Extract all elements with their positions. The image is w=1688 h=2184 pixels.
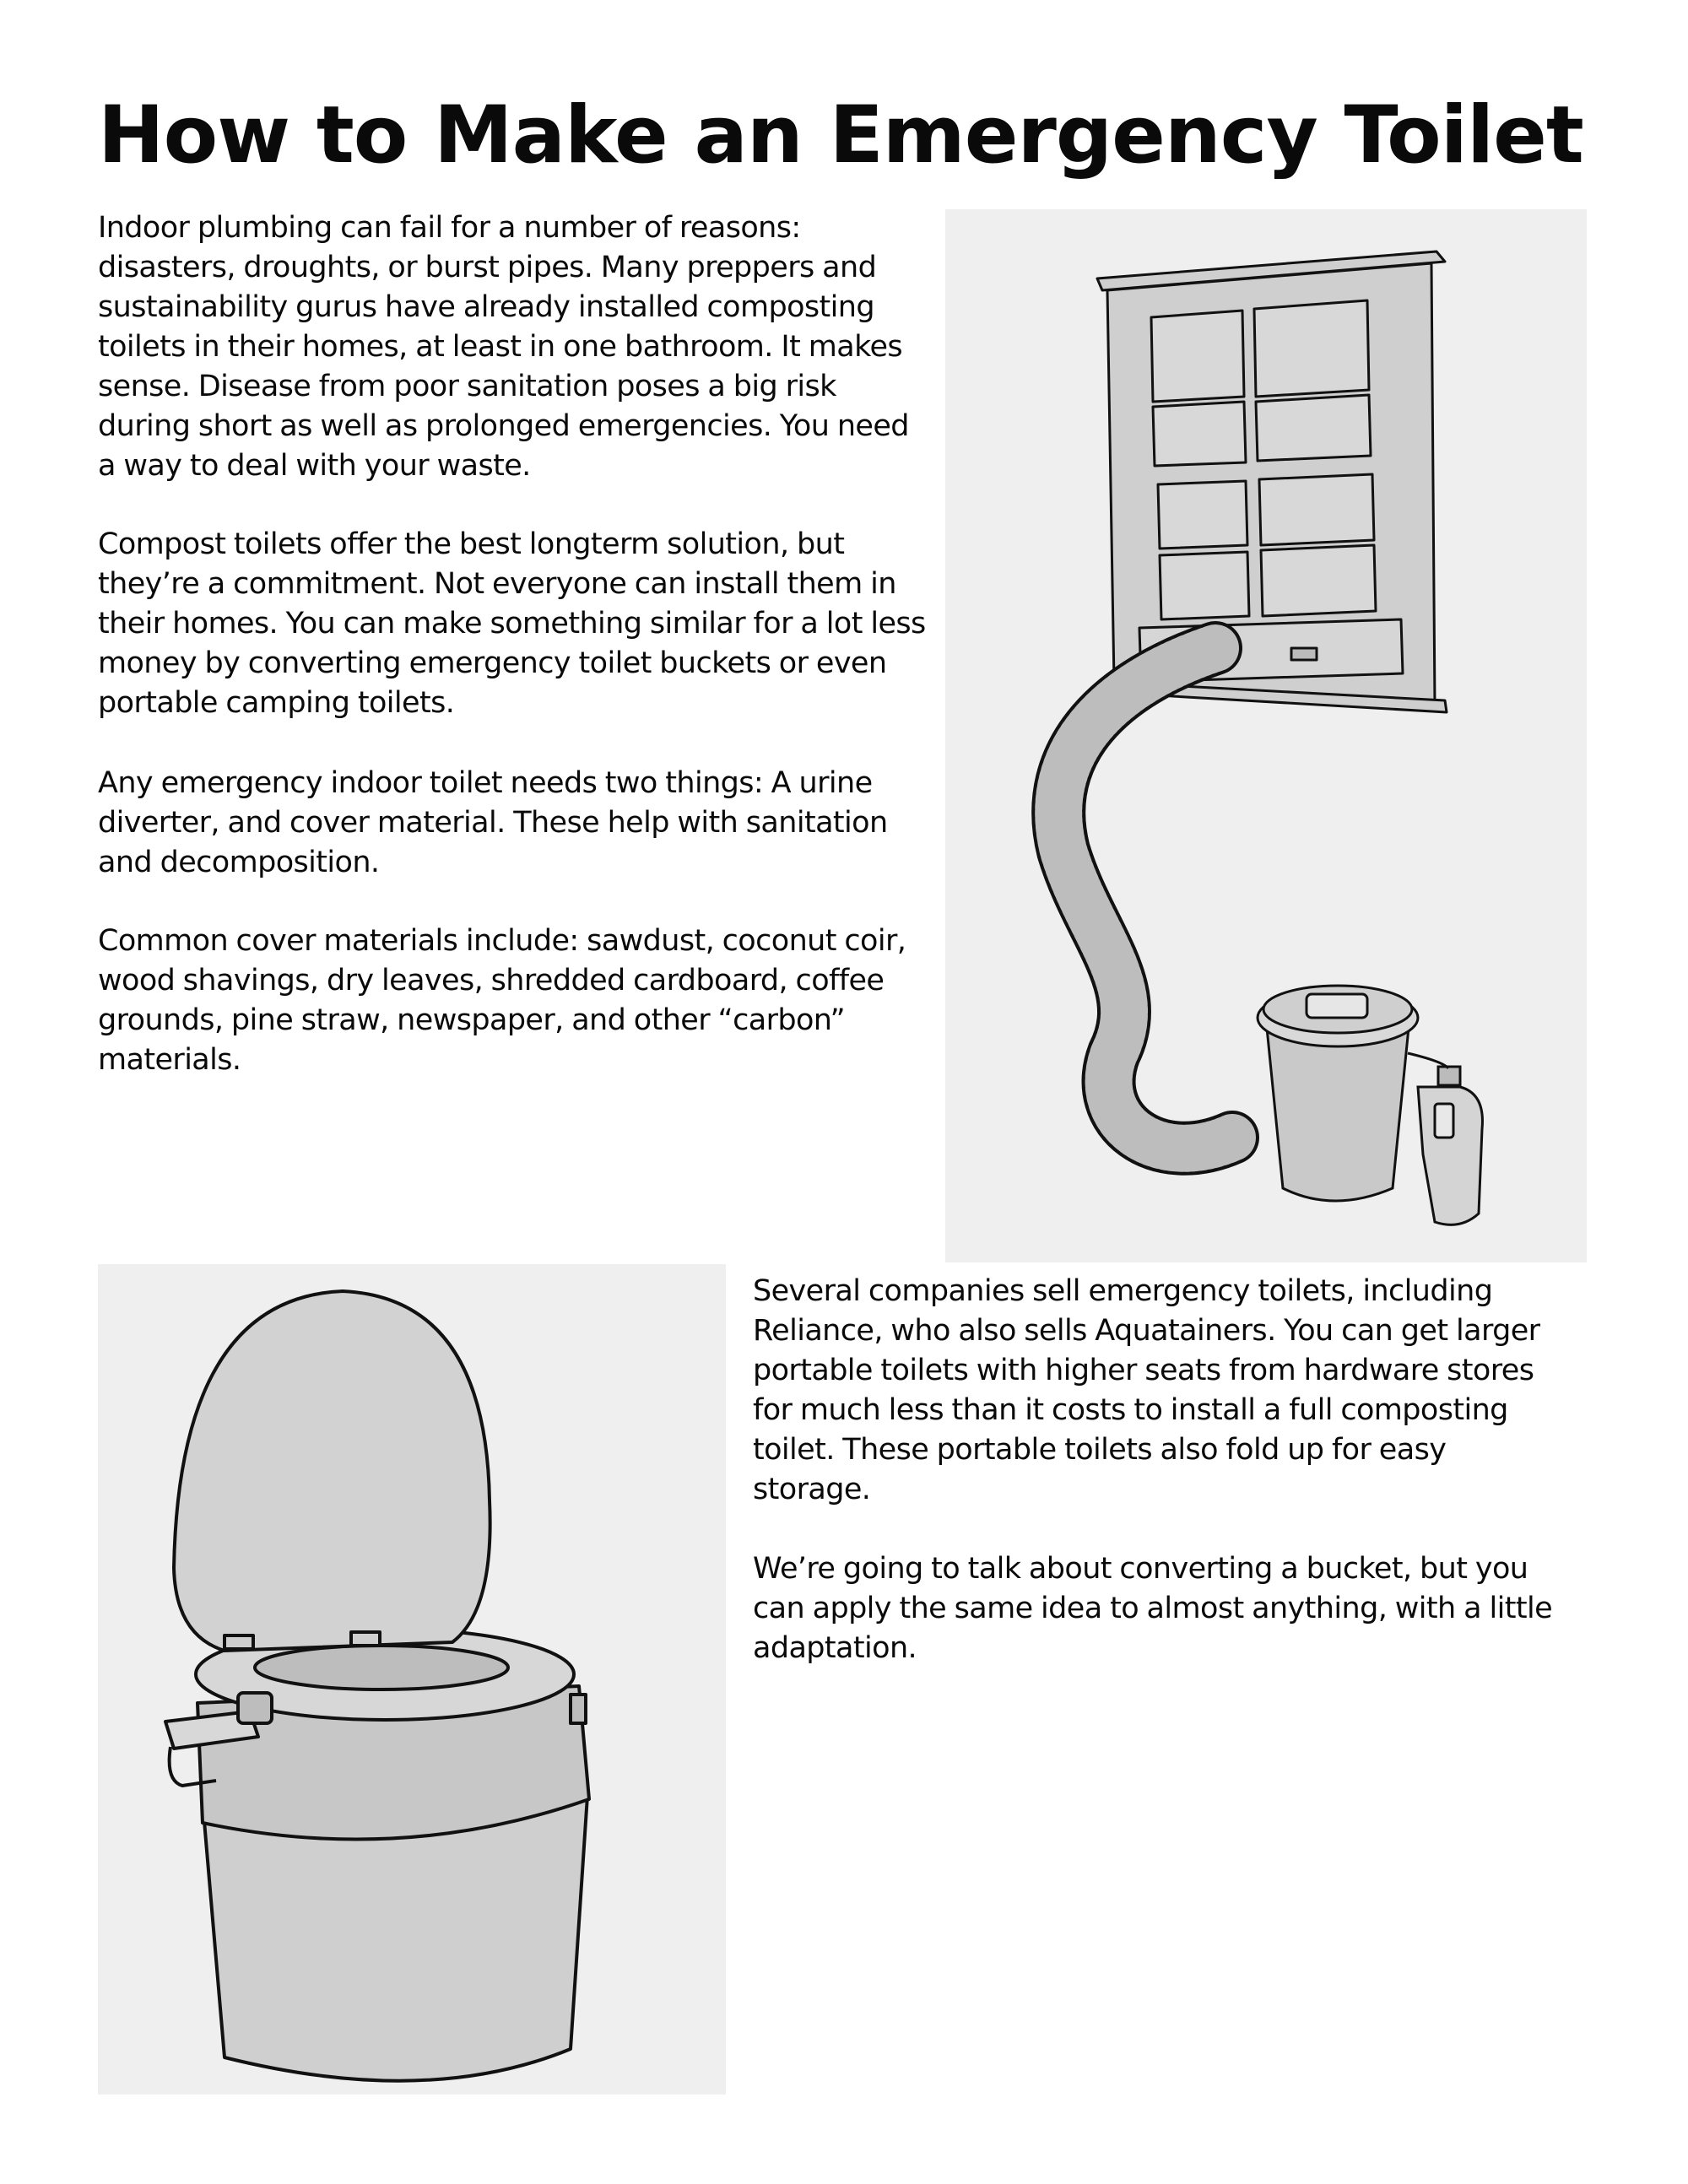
compost-toilets-paragraph: Compost toilets offer the best longterm solution, but they’re a commitment. Not everyone can install them in their homes. You can make something similar for a lot less money by converting emergency toilet buckets or even portable camping toilets. xyxy=(98,527,926,720)
window-vent-bucket-illustration xyxy=(945,209,1587,1262)
page-title: How to Make an Emergency Toilet xyxy=(98,89,1583,181)
intro-paragraph: Indoor plumbing can fail for a number of reasons: disasters, droughts, or burst pipes. Many preppers and sustainability gurus have already installed composting toilets in their homes, at least in one bathroom. It makes sense. Disease from poor sanitation poses a big risk during short as well as prolonged emergencies. You need a way to deal with your waste. xyxy=(98,211,909,483)
emergency-toilet-companies-paragraph: Several companies sell emergency toilets, including Reliance, who also sells Aquatainers. You can get larger portable toilets with higher seats from hardware stores for much less than it costs to install a full composting toilet. These portable toilets also fold up for easy storage. xyxy=(753,1274,1540,1506)
portable-toilet-illustration xyxy=(98,1264,726,2095)
bucket-conversion-paragraph: We’re going to talk about converting a bucket, but you can apply the same idea to almost anything, with a little adaptation. xyxy=(753,1552,1553,1665)
requirements-paragraph: Any emergency indoor toilet needs two things: A urine diverter, and cover material. These help with sanitation and decomposition. xyxy=(98,766,888,879)
portable-toilet-drawing xyxy=(98,1264,726,2095)
window-vent-bucket-drawing xyxy=(945,209,1587,1262)
cover-materials-paragraph: Common cover materials include: sawdust, coconut coir, wood shavings, dry leaves, shredded cardboard, coffee grounds, pine straw, newspaper, and other “carbon” materials. xyxy=(98,924,906,1077)
